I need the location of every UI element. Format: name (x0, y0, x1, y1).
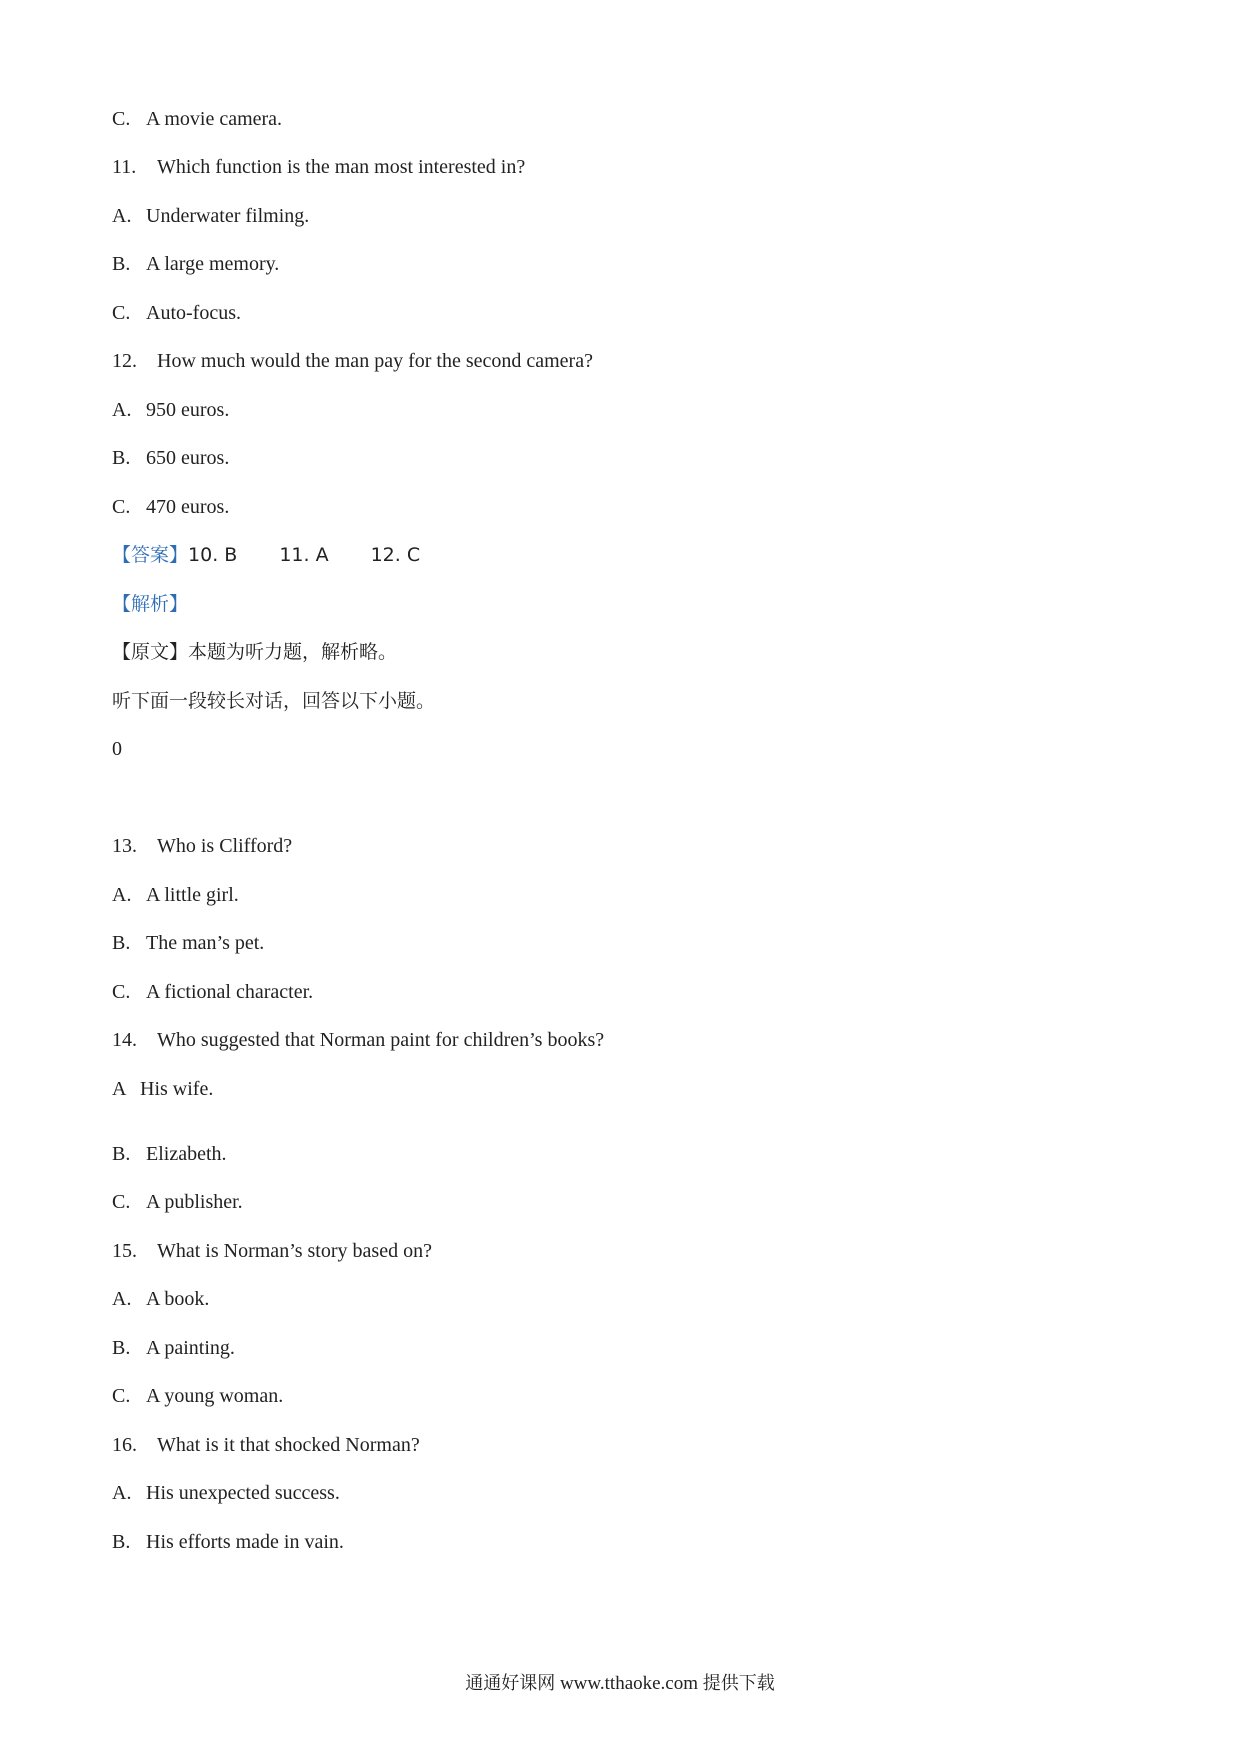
answer-value: 10. B (188, 544, 238, 566)
option-b: B. Elizabeth. (112, 1143, 227, 1165)
option-c: C. A publisher. (112, 1191, 243, 1213)
option-c: C. 470 euros. (112, 496, 230, 518)
option-b: B. A painting. (112, 1337, 235, 1359)
section-instruction: 听下面一段较长对话，回答以下小题。 (112, 690, 436, 712)
footer-url[interactable]: www.tthaoke.com (559, 1673, 699, 1694)
question-15: 15. What is Norman’s story based on? (112, 1240, 432, 1262)
answer-value: 12. C (370, 544, 421, 566)
footer-site-name: 通通好课网 (465, 1673, 556, 1694)
option-a: A. 950 euros. (112, 399, 230, 421)
answer-label: 【答案】 (112, 544, 189, 566)
option-a: A. A book. (112, 1288, 210, 1310)
original-text: 【原文】本题为听力题，解析略。 (112, 641, 398, 663)
option-b: B. His efforts made in vain. (112, 1531, 344, 1553)
page-footer (0, 1672, 1240, 1696)
option-b: B. The man’s pet. (112, 932, 265, 954)
analysis-label: 【解析】 (112, 593, 189, 615)
question-16: 16. What is it that shocked Norman? (112, 1434, 420, 1456)
question-12: 12. How much would the man pay for the second camera? (112, 350, 593, 372)
option-a: A. His unexpected success. (112, 1482, 340, 1504)
option-b: B. 650 euros. (112, 447, 230, 469)
option-c: C. A fictional character. (112, 981, 314, 1003)
option-a: A. A little girl. (112, 884, 239, 906)
option-a: A. Underwater filming. (112, 205, 310, 227)
option-b: B. A large memory. (112, 253, 280, 275)
option-c: C. A movie camera. (112, 108, 283, 130)
option-c: C. Auto-focus. (112, 302, 241, 324)
option-a: A His wife. (112, 1078, 214, 1100)
question-11: 11. Which function is the man most interested in? (112, 156, 526, 178)
answer-value: 11. A (279, 544, 329, 566)
answer-line (112, 543, 462, 567)
question-14: 14. Who suggested that Norman paint for children’s books? (112, 1029, 605, 1051)
option-c: C. A young woman. (112, 1385, 284, 1407)
footer-suffix: 提供下载 (702, 1673, 775, 1694)
question-13: 13. Who is Clifford? (112, 835, 293, 857)
placeholder-zero: 0 (112, 738, 122, 760)
